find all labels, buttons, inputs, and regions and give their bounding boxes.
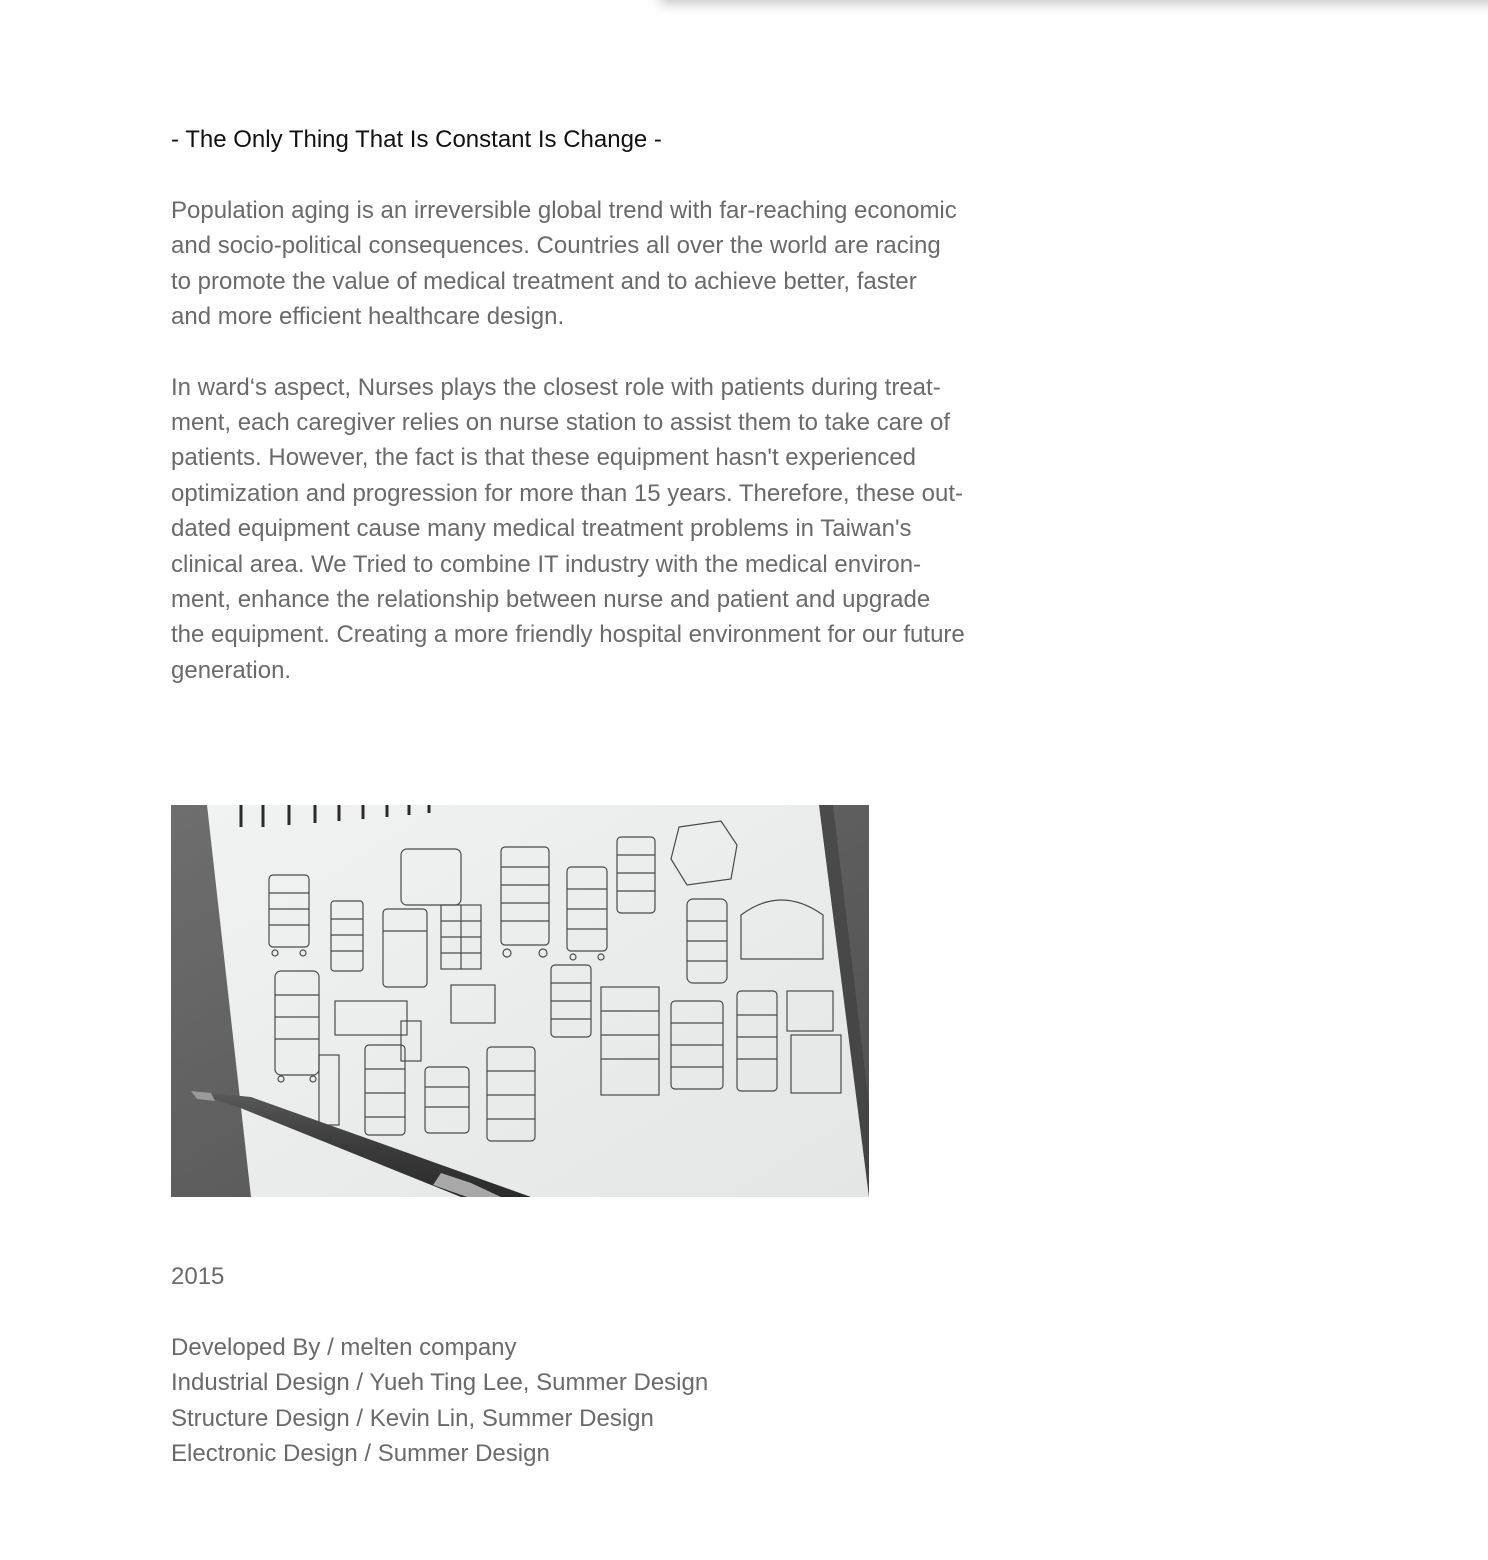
project-year: 2015 <box>171 1263 225 1291</box>
credit-industrial-design: Industrial Design / Yueh Ting Lee, Summer Design <box>171 1369 709 1397</box>
credit-developer: Developed By / melten company <box>171 1333 517 1361</box>
sketchbook-illustration <box>171 805 869 1197</box>
detail-paragraph: In ward‘s aspect, Nurses plays the closest role with patients during treat- ment, each caregiver relies on nurse station to assist them to take care of patients. However, the fact is that these equipment hasn't experienced optimization and progression for more than 15 years. Therefore, these out- dated equipment cause many medical treatment problems in Taiwan's clinical area. We Tried to combine IT industry with the medical environ- ment, enhance the relationship between nurse and patient and upgrade the equipment. Creating a more friendly hospital environment for our future generation. <box>171 373 965 684</box>
sketchbook-image <box>171 805 869 1197</box>
credits-list <box>171 1330 1021 1472</box>
project-description <box>171 122 1021 1472</box>
credit-structure-design: Structure Design / Kevin Lin, Summer Design <box>171 1404 654 1432</box>
credit-electronic-design: Electronic Design / Summer Design <box>171 1440 550 1468</box>
intro-paragraph: Population aging is an irreversible global trend with far-reaching economic and socio-political consequences. Countries all over the world are racing to promote the value of medical treatment and to achieve better, faster and more efficient healthcare design. <box>171 197 957 331</box>
tagline: - The Only Thing That Is Constant Is Change - <box>171 126 662 153</box>
